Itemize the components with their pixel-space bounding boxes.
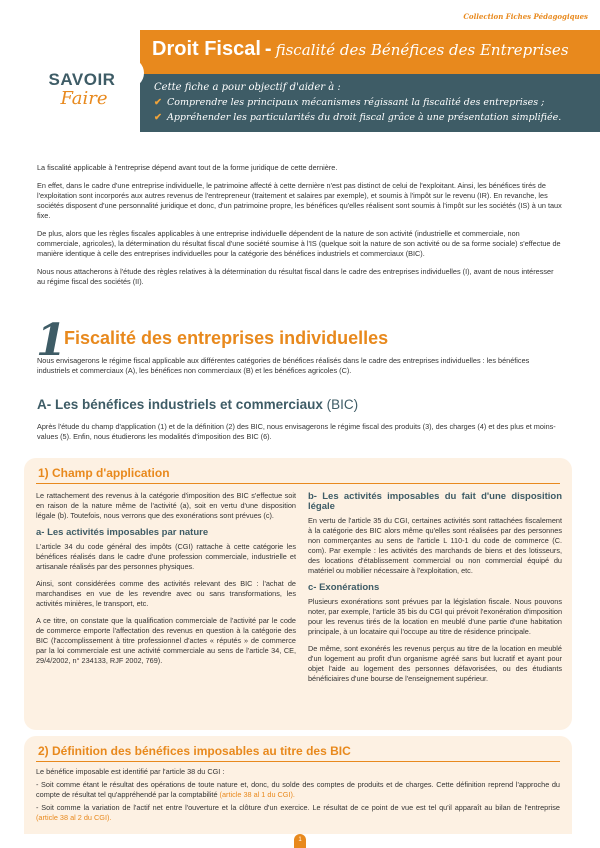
intro-paragraph: La fiscalité applicable à l'entreprise dépend avant tout de la forme juridique de cette dernière.	[37, 163, 338, 172]
card-champ-application	[24, 458, 572, 730]
section-title: Fiscalité des entreprises individuelles	[64, 328, 389, 348]
check-icon: ✔	[154, 97, 162, 108]
card-definition	[24, 736, 572, 834]
legal-reference: (article 38 al 2 du CGI).	[36, 813, 112, 822]
title-main: Droit Fiscal	[152, 38, 261, 60]
card-divider	[36, 483, 560, 484]
objective-item: ✔ Appréhender les particularités du droit fiscal grâce à une présentation simplifiée.	[154, 112, 562, 123]
puzzle-notch-icon	[68, 122, 94, 144]
subsection-title: A- Les bénéfices industriels et commerciaux (BIC)	[37, 397, 359, 412]
card-right-column: b- Les activités imposables du fait d'une disposition légale En vertu de l'article 35 du CGI, certaines activités sont rattachées fiscalement à la catégorie des BIC alors même qu'elles sont réalisées par des personnes non commerçantes au sens de l'article L 110-1 du code de commerce (C. com). Par exemple : les activités des marchands de biens et des lotisseurs, des locations d'établissement commercial ou non commercial équipé du matériel ou mobilier nécessaire à l'exploitation, etc. c- Exonérations Plusieurs exonérations sont prévues par la législation fiscale. Nous pouvons noter, par exemple, l'article 35 bis du CGI qui prévoit l'exonération d'imposition pour les revenus tirés de la location en meublé d'une partie d'une habitation principale, à un locataire qui l'occupe au titre de résidence principale. De même, sont exonérés les revenus perçus au titre de la location en meublé d'un logement au profit d'un organisme agréé sans but lucratif et ayant pour objet l'aide au logement des personnes défavorisées, ou des étudiants bénéficiaires d'une bourse de l'enseignement supérieur.	[308, 491, 562, 683]
intro-paragraph: Nous nous attacherons à l'étude des règles relatives à la détermination du résultat fiscal dans le cadre des entreprises individuelles (I), avant de nous intéresser au régime fiscal des sociétés (II).	[37, 267, 554, 286]
title-subtitle: fiscalité des Bénéfices des Entreprises	[275, 41, 569, 59]
section-intro-text: Nous envisagerons le régime fiscal applicable aux différentes catégories de bénéfices réalisés dans le cadre des entreprises individuelles : les bénéfices industriels et commerciaux (A), les bénéfices non commerciaux (B) et les bénéfices agricoles (C).	[37, 356, 530, 375]
heading-c: c- Exonérations	[308, 582, 380, 593]
logo-savoir: SAVOIR	[48, 70, 116, 89]
check-icon: ✔	[154, 112, 162, 123]
card-divider	[36, 761, 560, 762]
title-separator: -	[264, 38, 272, 60]
card-heading: 1) Champ d'application	[38, 466, 170, 480]
heading-b: b- Les activités imposables du fait d'une disposition légale	[308, 491, 562, 512]
logo-faire: Faire	[60, 88, 108, 109]
card-text: Le bénéfice imposable est identifié par l'article 38 du CGI : - Soit comme étant le résultat des opérations de toute nature et, donc, du solde des comptes de produits et de charges. Cette définition reprend l'approche du compte de résultat tel qu'appréhendé par la comptabilité (article 38 al 1 du CGI). - Soit comme la variation de l'actif net entre l'ouverture et la clôture d'un exercice. Le résultat de ce point de vue est tel qu'il apparaît au bilan de l'entreprise (article 38 al 2 du CGI).	[36, 767, 560, 822]
subsection-intro-text: Après l'étude du champ d'application (1) et de la définition (2) des BIC, nous envisagerons le régime fiscal des produits (3), des charges (4) et des plus et moins-values (5). Enfin, nous étudierons les modalités d'imposition des BIC (6).	[37, 422, 556, 441]
intro-paragraph: De plus, alors que les règles fiscales applicables à une entreprise individuelle dépendent de la nature de son activité (industrielle et commerciale, non commerciale, agricoles), la détermination du résultat fiscal d'une société soumise à l'IS (quelque soit la nature de son activité ou de sa forme sociale) s'effectue de manière identique à celle des entreprises individuelles pour la catégorie des bénéfices industriels et commerciaux (BIC).	[37, 229, 561, 258]
section-number: 1	[36, 315, 67, 366]
page-number: 1	[294, 834, 306, 848]
objective-item: ✔ Comprendre les principaux mécanismes régissant la fiscalité des entreprises ;	[154, 97, 545, 108]
intro-paragraph: En effet, dans le cadre d'une entreprise individuelle, le patrimoine affecté à cette dernière n'est pas distinct de celui de l'exploitant. Ainsi, les bénéfices tirés de l'exploitation sont incorporés aux autres revenus de l'entrepreneur (traitement et salaires par exemple), et soumis à l'impôt sur le revenu (IR). En revanche, les sociétés disposent d'une personnalité juridique et donc, d'un patrimoine propre, les bénéfices qu'elles réalisent sont soumis à l'impôt sur les sociétés (IS) à un taux fixe.	[37, 181, 562, 220]
collection-label: Collection Fiches Pédagogiques	[463, 12, 588, 21]
objectives-intro: Cette fiche a pour objectif d'aider à :	[154, 82, 341, 93]
page-title	[152, 38, 569, 61]
objectives-block	[154, 80, 561, 125]
legal-reference: (article 38 al 1 du CGI).	[219, 790, 295, 799]
heading-a: a- Les activités imposables par nature	[36, 527, 209, 538]
card-left-column: Le rattachement des revenus à la catégorie d'imposition des BIC s'effectue soit en raison de la nature même de l'activité (a), soit en vertu d'une disposition légale (b). Toutefois, nous verrons que des exonérations sont prévues (c). a- Les activités imposables par nature L'article 34 du code général des impôts (CGI) rattache à cette catégorie les bénéfices réalisés dans le cadre d'une profession commerciale, industrielle et artisanale réalisés par des personnes physiques. Ainsi, sont considérées comme des activités relevant des BIC : l'achat de marchandises en vue de les revendre avec ou sans transformations, les activités minières, le transport, etc. A ce titre, on constate que la qualification commerciale de l'activité par le code de commerce emporte l'affectation des revenus en question à la catégorie des BIC (l'accomplissement à titre professionnel d'actes « réputés » de commerce par la loi commerciale est une activité commerciale au sens de l'article 34, CE, 29/4/2002, n° 234133, RJF 2002, 769).	[36, 491, 296, 665]
intro-text	[37, 163, 563, 295]
card-heading: 2) Définition des bénéfices imposables au titre des BIC	[38, 744, 351, 758]
